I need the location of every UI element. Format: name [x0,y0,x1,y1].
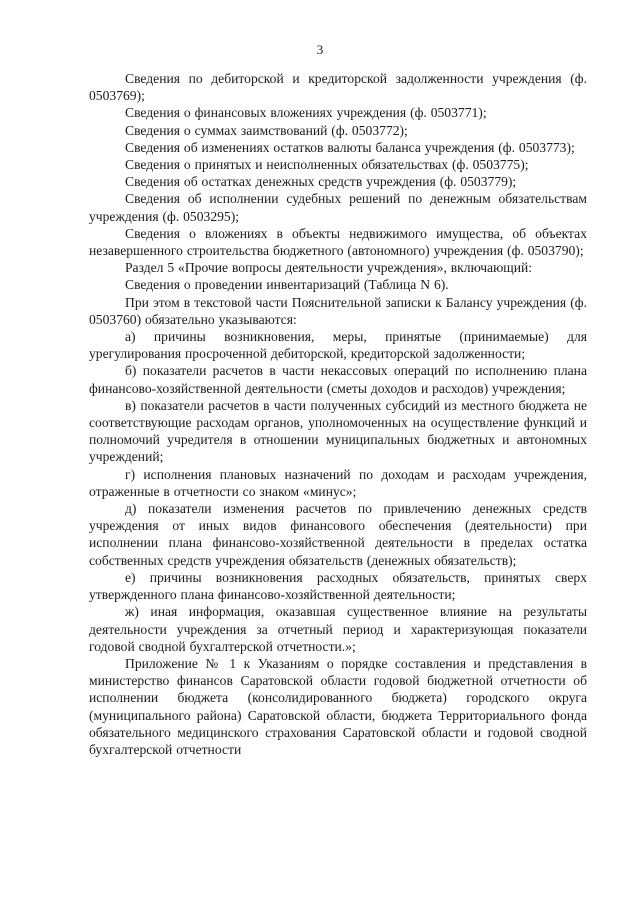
list-item-g: г) исполнения плановых назначений по доходам и расходам учреждения, отраженные в отчетности со знаком «минус»; [89,466,587,499]
paragraph: Приложение № 1 к Указаниям о порядке составления и представления в министерство финансов Саратовской области годовой бюджетной отчетности об исполнении бюджета (консолидированного бюджета) городского округа (муниципального района) Саратовской области, бюджета Территориального фонда обязательного медицинского страхования Саратовской области и годовой сводной бухгалтерской отчетности [89,655,587,757]
list-item-v: в) показатели расчетов в части полученных субсидий из местного бюджета не соответствующие расходам органов, уполномоченных на осуществление функций и полномочий учредителя в отношении муниципальных бюджетных и автономных учреждений; [89,397,587,465]
paragraph: Сведения об остатках денежных средств учреждения (ф. 0503779); [125,174,517,190]
paragraph: Сведения по дебиторской и кредиторской задолженности учреждения (ф. 0503769); [89,71,587,104]
paragraph: Сведения о суммах заимствований (ф. 0503772); [125,122,408,138]
paragraph: Сведения об изменениях остатков валюты баланса учреждения (ф. 0503773); [125,139,575,155]
page-number: 3 [316,42,324,57]
paragraph: При этом в текстовой части Пояснительной записки к Балансу учреждения (ф. 0503760) обязательно указываются: [89,294,587,327]
paragraph: Сведения о проведении инвентаризаций (Таблица N 6). [125,277,449,293]
list-item-zh: ж) иная информация, оказавшая существенное влияние на результаты деятельности учреждения за отчетный период и характеризующая показатели годовой сводной бухгалтерской отчетности.»; [89,604,587,654]
document-body [89,70,587,758]
list-item-b: б) показатели расчетов в части некассовых операций по исполнению плана финансово-хозяйственной деятельности (сметы доходов и расходов) учреждения; [89,363,587,396]
list-item-d: д) показатели изменения расчетов по привлечению денежных средств учреждения от иных видов финансового обеспечения (деятельности) при исполнении плана финансово-хозяйственной деятельности в пределах остатка собственных средств учреждения обязательств (денежных обязательств); [89,501,587,568]
list-item-e: е) причины возникновения расходных обязательств, принятых сверх утвержденного плана финансово-хозяйственной деятельности; [89,569,587,603]
paragraph: Сведения о финансовых вложениях учреждения (ф. 0503771); [125,105,487,121]
paragraph: Сведения об исполнении судебных решений по денежным обязательствам учреждения (ф. 0503295); [89,191,587,224]
paragraph: Сведения о принятых и неисполненных обязательствах (ф. 0503775); [125,157,529,173]
paragraph: Сведения о вложениях в объекты недвижимого имущества, об объектах незавершенного строительства бюджетного (автономного) учреждения (ф. 0503790); [89,225,587,259]
paragraph: Раздел 5 «Прочие вопросы деятельности учреждения», включающий: [125,260,533,276]
list-item-a: а) причины возникновения, меры, принятые (принимаемые) для урегулирования просроченной дебиторской, кредиторской задолженности; [89,329,587,362]
